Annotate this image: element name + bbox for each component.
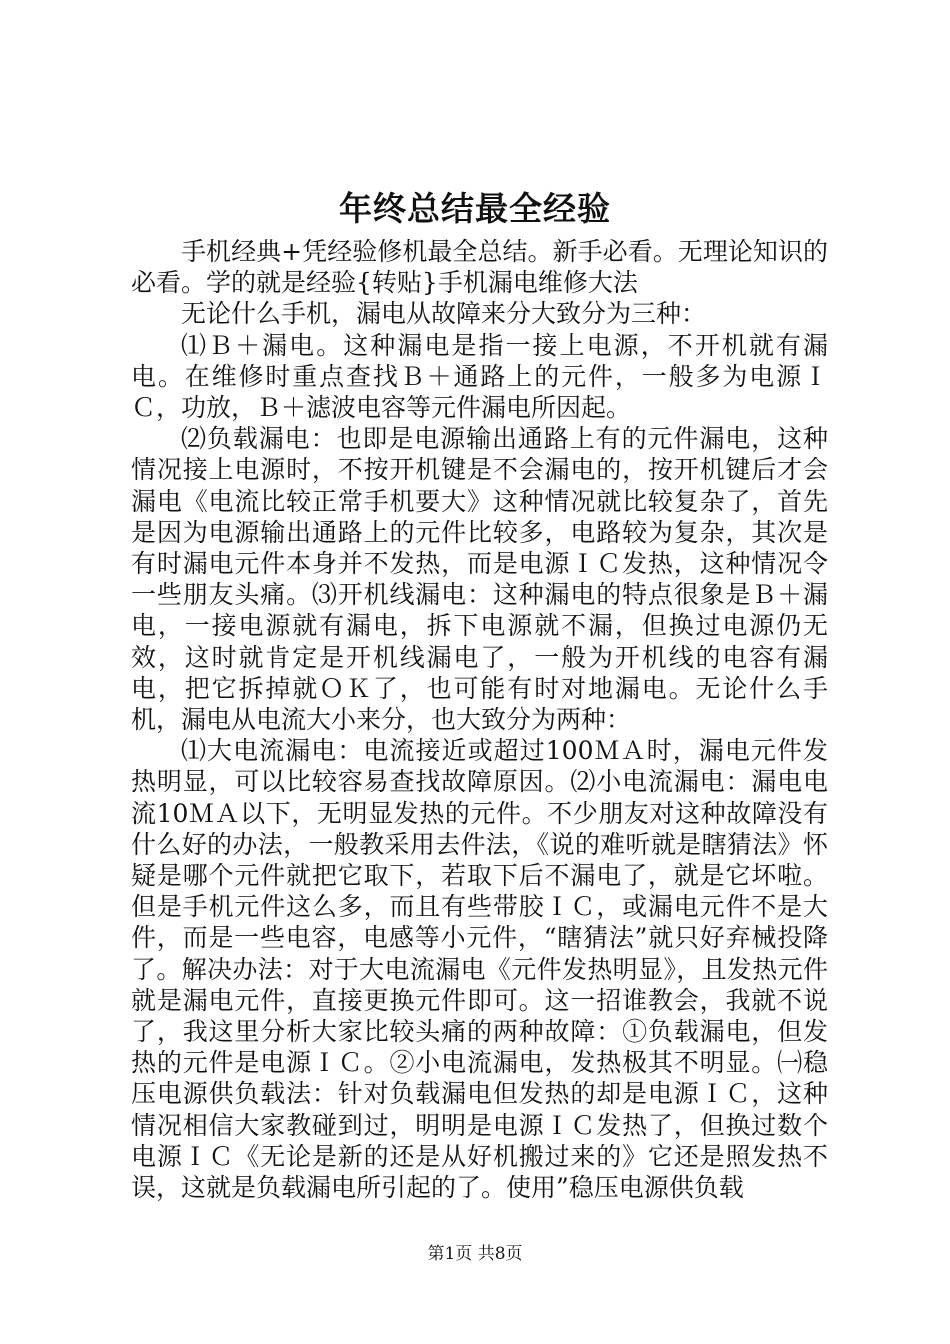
paragraph-b-plus-leakage: ⑴Ｂ＋漏电。这种漏电是指一接上电源，不开机就有漏电。在维修时重点查找Ｂ＋通路上的元件，一般多为电源ＩＣ，功放，Ｂ＋滤波电容等元件漏电所因起。 xyxy=(131,330,828,423)
paragraph-current-leakage: ⑴大电流漏电：电流接近或超过100ＭＡ时，漏电元件发热明显，可以比较容易查找故障原因。⑵小电流漏电：漏电电流10ＭＡ以下，无明显发热的元件。不少朋友对这种故障没有什么好的办法，一般教采用去件法，《说的难听就是瞎猜法》怀疑是哪个元件就把它取下，若取下后不漏电了，就是它坏啦。但是手机元件这么多，而且有些带胶ＩＣ，或漏电元件不是大件，而是一些电容，电感等小元件，“瞎猜法”就只好弃械投降了。解决办法：对于大电流漏电《元件发热明显》，且发热元件就是漏电元件，直接更换元件即可。这一招谁教会，我就不说了，我这里分析大家比较头痛的两种故障：①负载漏电，但发热的元件是电源ＩＣ。②小电流漏电，发热极其不明显。㈠稳压电源供负载法：针对负载漏电但发热的却是电源ＩＣ，这种情况相信大家教碰到过，明明是电源ＩＣ发热了，但换过数个电源ＩＣ《无论是新的还是从好机搬过来的》它还是照发热不误，这就是负载漏电所引起的了。使用”稳压电源供负载 xyxy=(131,736,828,1203)
page-footer: 第1页 共8页 xyxy=(427,1244,523,1264)
paragraph-intro: 手机经典+凭经验修机最全总结。新手必看。无理论知识的必看。学的就是经验{转贴}手机漏电维修大法 xyxy=(131,237,828,298)
document-body xyxy=(131,236,828,1203)
paragraph-load-leakage: ⑵负载漏电：也即是电源输出通路上有的元件漏电，这种情况接上电源时，不按开机键是不会漏电的，按开机键后才会漏电《电流比较正常手机要大》这种情况就比较复杂了，首先是因为电源输出通路上的元件比较多，电路较为复杂，其次是有时漏电元件本身并不发热，而是电源ＩＣ发热，这种情况令一些朋友头痛。⑶开机线漏电：这种漏电的特点很象是Ｂ＋漏电，一接电源就有漏电，拆下电源就不漏，但换过电源仍无效，这时就肯定是开机线漏电了，一般为开机线的电容有漏电，把它拆掉就ＯＫ了，也可能有时对地漏电。无论什么手机，漏电从电流大小来分，也大致分为两种： xyxy=(131,424,828,735)
document-title: 年终总结最全经验 xyxy=(339,189,611,228)
paragraph-leakage-types: 无论什么手机，漏电从故障来分大致分为三种： xyxy=(181,299,707,329)
